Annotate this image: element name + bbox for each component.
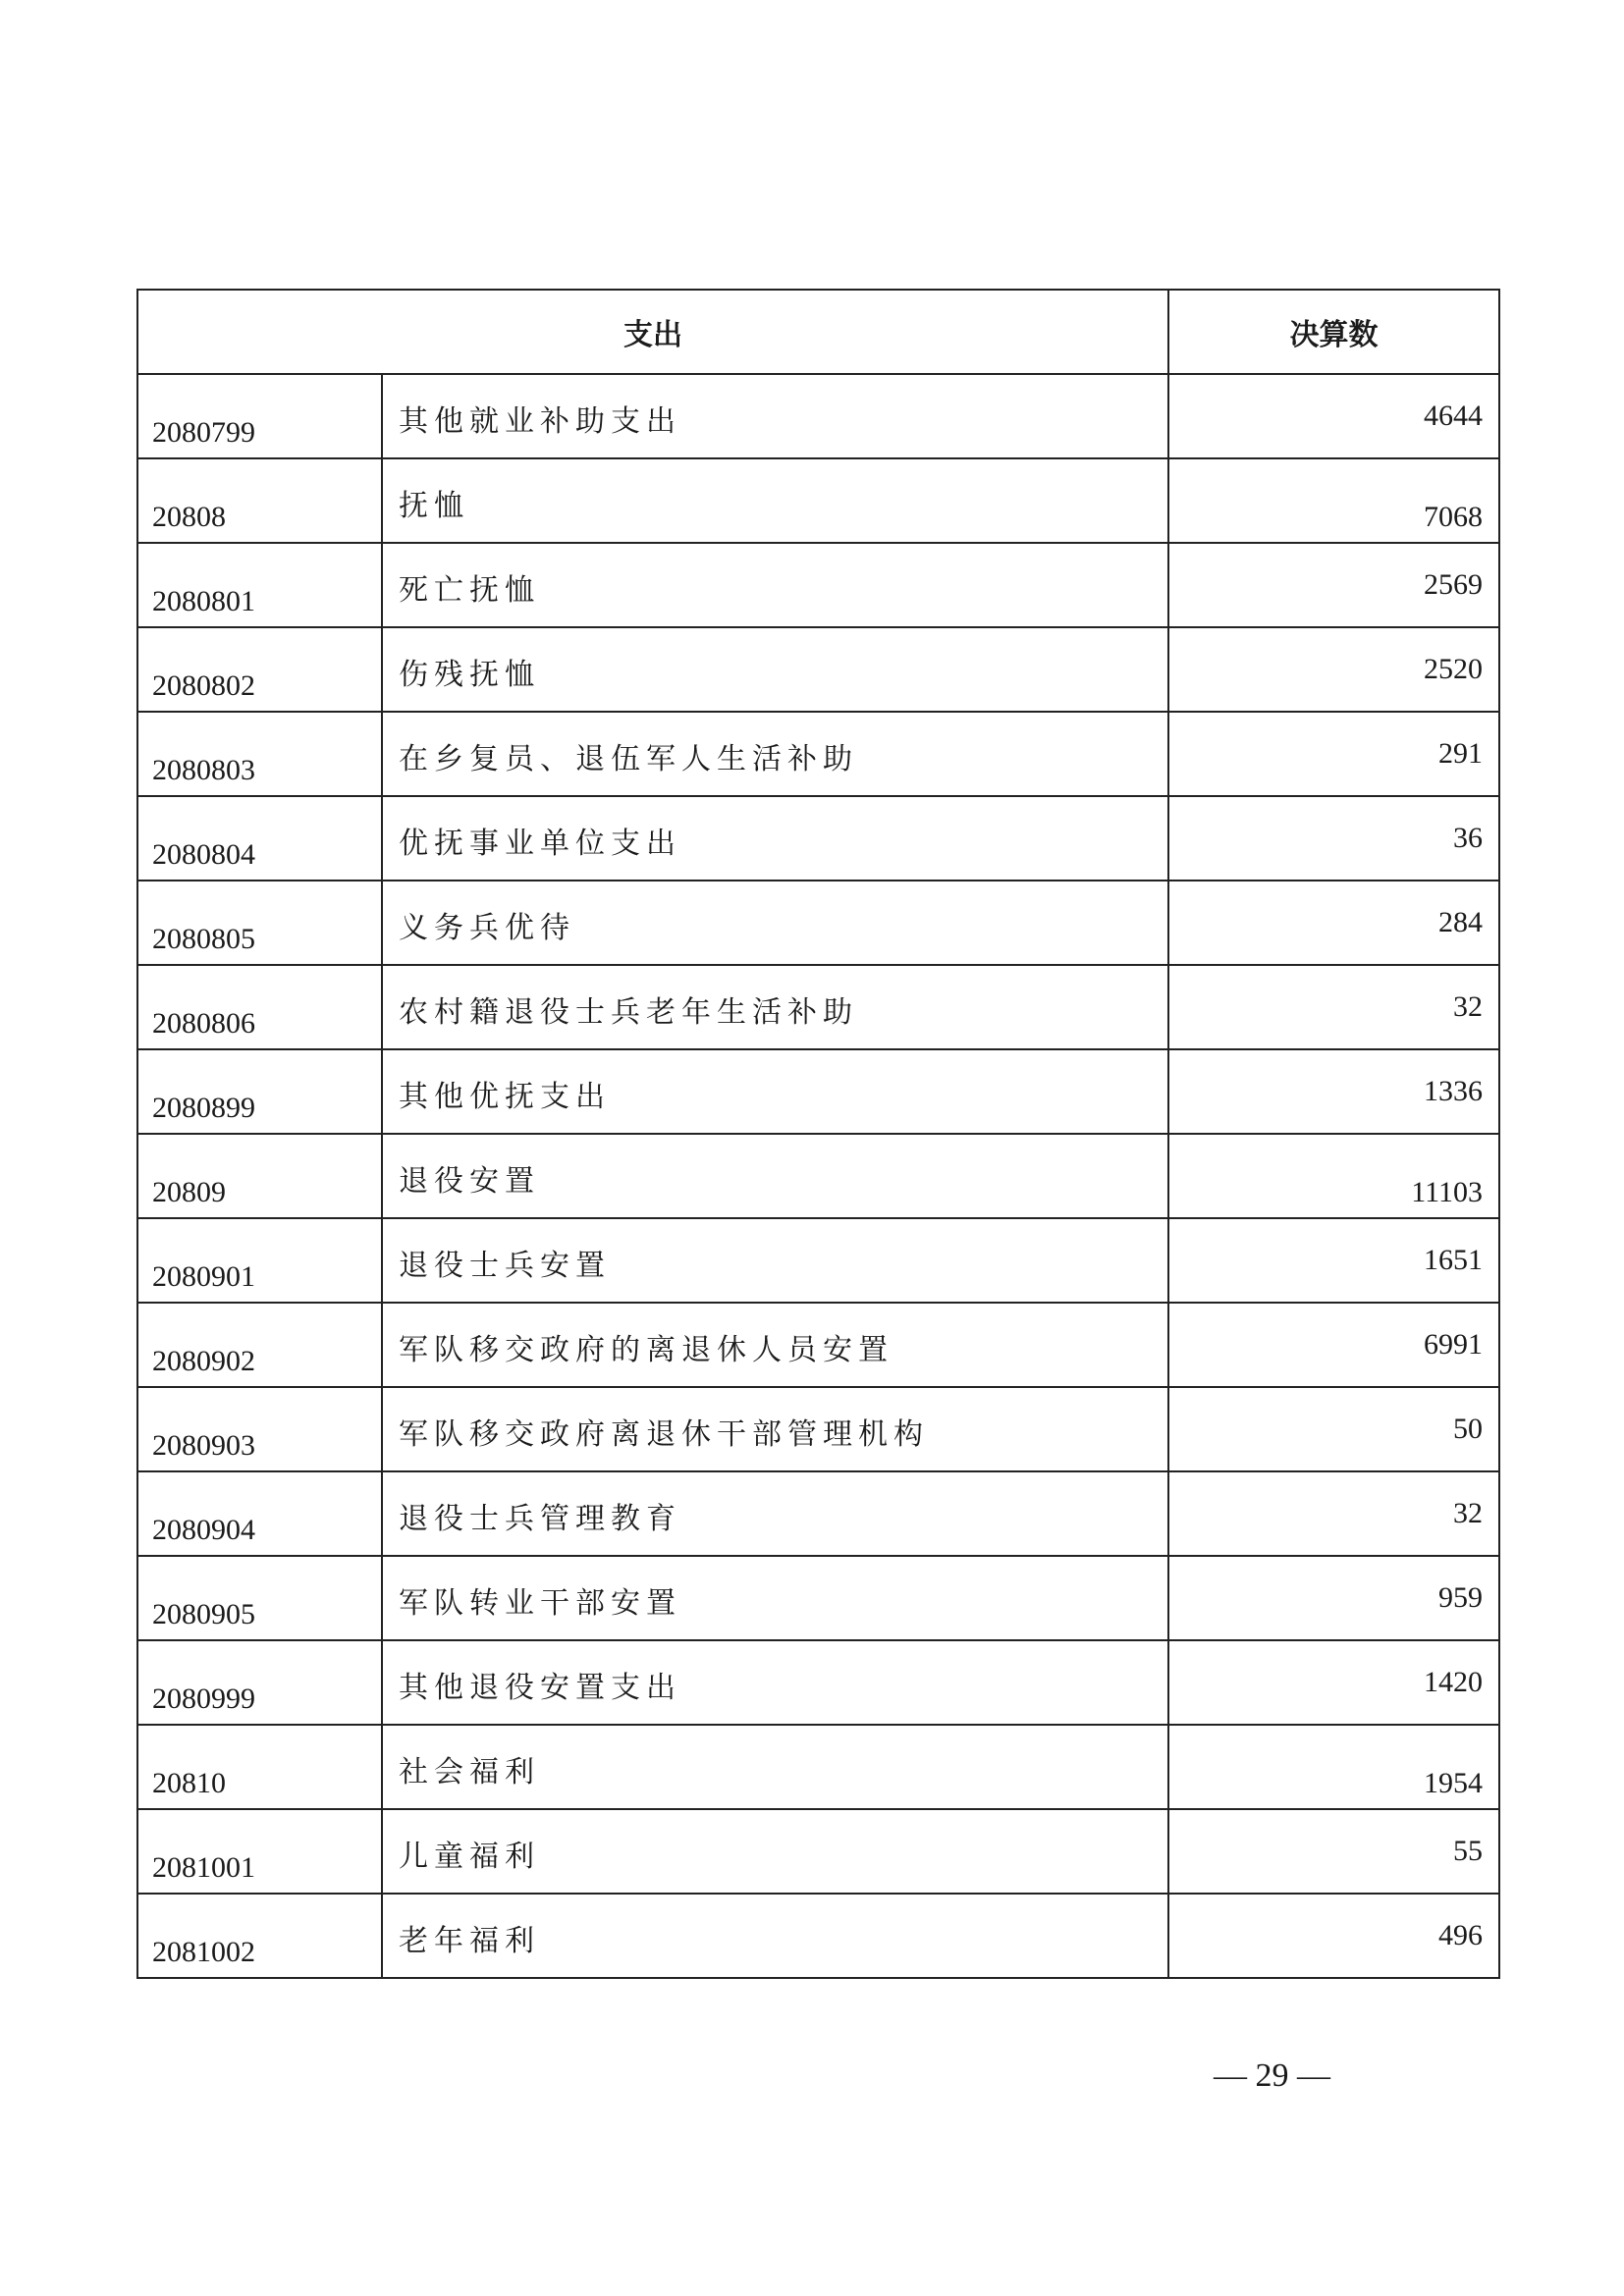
- final-amount: 1651: [1168, 1218, 1499, 1303]
- table-row: [137, 1387, 1499, 1471]
- final-amount: 291: [1168, 712, 1499, 796]
- final-amount: 6991: [1168, 1303, 1499, 1387]
- table-row: [137, 796, 1499, 881]
- table-row: [137, 1471, 1499, 1556]
- final-amount: 32: [1168, 1471, 1499, 1556]
- header-row: [137, 290, 1499, 374]
- final-amount: 55: [1168, 1809, 1499, 1894]
- subject-code: 2080803: [137, 712, 382, 796]
- subject-code: 2080804: [137, 796, 382, 881]
- final-amount: 1954: [1168, 1725, 1499, 1809]
- subject-code: 2081001: [137, 1809, 382, 1894]
- table-row: [137, 1134, 1499, 1218]
- final-amount: 2520: [1168, 627, 1499, 712]
- table-row: [137, 374, 1499, 458]
- subject-name: 社会福利: [382, 1725, 1168, 1809]
- subject-code: 20808: [137, 458, 382, 543]
- subject-name: 退役士兵安置: [382, 1218, 1168, 1303]
- final-amount: 959: [1168, 1556, 1499, 1640]
- subject-code: 2080799: [137, 374, 382, 458]
- table-row: [137, 458, 1499, 543]
- table-row: [137, 1049, 1499, 1134]
- table-row: [137, 965, 1499, 1049]
- budget-table: [136, 289, 1500, 1979]
- subject-name: 退役士兵管理教育: [382, 1471, 1168, 1556]
- subject-code: 2080903: [137, 1387, 382, 1471]
- final-amount: 50: [1168, 1387, 1499, 1471]
- header-expenditure: 支出: [137, 290, 1168, 374]
- subject-code: 20810: [137, 1725, 382, 1809]
- final-amount: 2569: [1168, 543, 1499, 627]
- table-row: [137, 1640, 1499, 1725]
- table-row: [137, 1303, 1499, 1387]
- subject-code: 2080801: [137, 543, 382, 627]
- table-row: [137, 1218, 1499, 1303]
- subject-code: 20809: [137, 1134, 382, 1218]
- final-amount: 36: [1168, 796, 1499, 881]
- final-amount: 7068: [1168, 458, 1499, 543]
- final-amount: 4644: [1168, 374, 1499, 458]
- subject-code: 2080901: [137, 1218, 382, 1303]
- subject-code: 2080999: [137, 1640, 382, 1725]
- subject-code: 2080905: [137, 1556, 382, 1640]
- subject-code: 2081002: [137, 1894, 382, 1978]
- subject-code: 2080802: [137, 627, 382, 712]
- table-row: [137, 627, 1499, 712]
- subject-code: 2080899: [137, 1049, 382, 1134]
- subject-name: 农村籍退役士兵老年生活补助: [382, 965, 1168, 1049]
- subject-name: 在乡复员、退伍军人生活补助: [382, 712, 1168, 796]
- subject-code: 2080902: [137, 1303, 382, 1387]
- table-row: [137, 712, 1499, 796]
- table-row: [137, 1556, 1499, 1640]
- subject-name: 军队转业干部安置: [382, 1556, 1168, 1640]
- final-amount: 284: [1168, 881, 1499, 965]
- final-amount: 496: [1168, 1894, 1499, 1978]
- subject-name: 其他退役安置支出: [382, 1640, 1168, 1725]
- subject-name: 其他优抚支出: [382, 1049, 1168, 1134]
- final-amount: 11103: [1168, 1134, 1499, 1218]
- subject-name: 其他就业补助支出: [382, 374, 1168, 458]
- subject-name: 优抚事业单位支出: [382, 796, 1168, 881]
- final-amount: 1336: [1168, 1049, 1499, 1134]
- table-row: [137, 1809, 1499, 1894]
- table-body: [137, 374, 1499, 1978]
- subject-code: 2080805: [137, 881, 382, 965]
- subject-code: 2080904: [137, 1471, 382, 1556]
- subject-name: 抚恤: [382, 458, 1168, 543]
- subject-name: 伤残抚恤: [382, 627, 1168, 712]
- table-row: [137, 543, 1499, 627]
- table-row: [137, 881, 1499, 965]
- subject-name: 死亡抚恤: [382, 543, 1168, 627]
- subject-name: 军队移交政府的离退休人员安置: [382, 1303, 1168, 1387]
- table-row: [137, 1894, 1499, 1978]
- table-row: [137, 1725, 1499, 1809]
- final-amount: 32: [1168, 965, 1499, 1049]
- subject-name: 义务兵优待: [382, 881, 1168, 965]
- page-number: — 29 —: [1214, 2057, 1330, 2094]
- subject-name: 军队移交政府离退休干部管理机构: [382, 1387, 1168, 1471]
- final-amount: 1420: [1168, 1640, 1499, 1725]
- subject-name: 老年福利: [382, 1894, 1168, 1978]
- subject-code: 2080806: [137, 965, 382, 1049]
- subject-name: 儿童福利: [382, 1809, 1168, 1894]
- subject-name: 退役安置: [382, 1134, 1168, 1218]
- header-final-amount: 决算数: [1168, 290, 1499, 374]
